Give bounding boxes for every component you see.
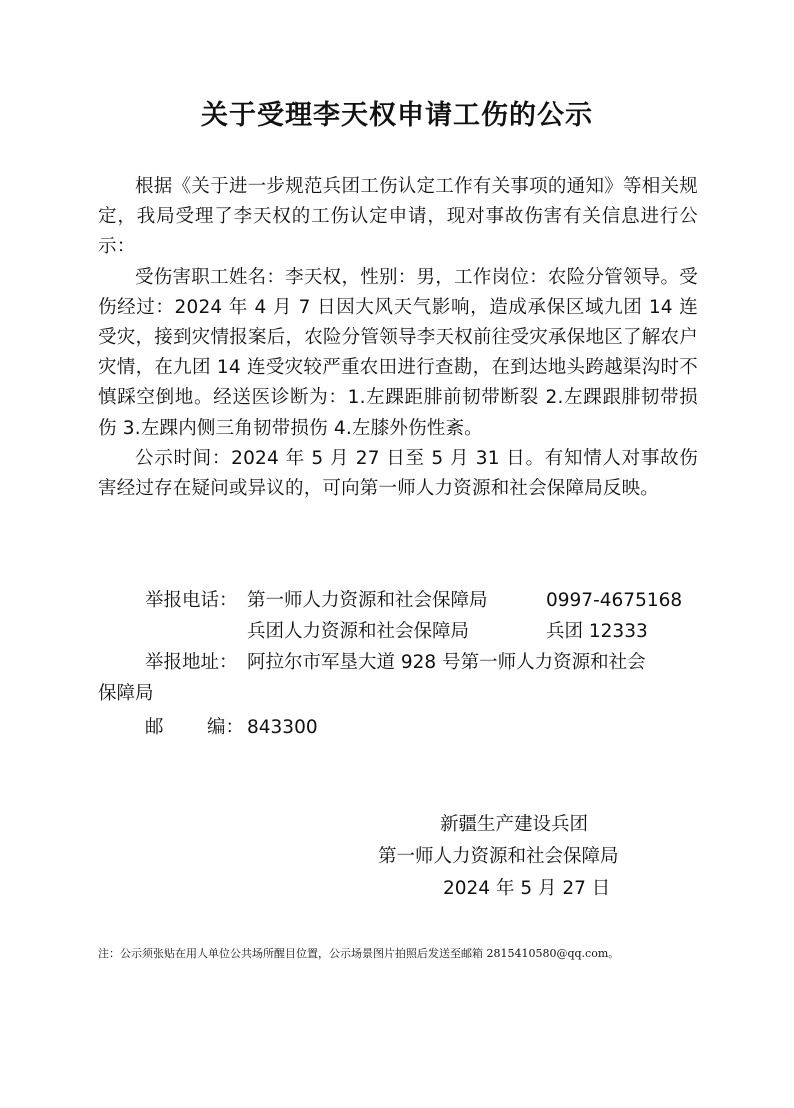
signature-date: 2024 年 5 月 27 日 bbox=[443, 878, 611, 899]
footnote: 注：公示须张贴在用人单位公共场所醒目位置，公示场景图片拍照后发送至邮箱 2815410580@qq.com。 bbox=[98, 947, 620, 960]
postcode-label-char1: 邮 bbox=[145, 717, 164, 738]
report-address-value: 阿拉尔市军垦大道 928 号第一师人力资源和社会 bbox=[247, 652, 646, 673]
paragraph-intro: 根据《关于进一步规范兵团工伤认定工作有关事项的通知》等相关规定，我局受理了李天权的工伤认定申请，现对事故伤害有关信息进行公示： bbox=[98, 176, 698, 258]
report-phone-org-2: 兵团人力资源和社会保障局 bbox=[247, 621, 470, 642]
page-title: 关于受理李天权申请工伤的公示 bbox=[201, 100, 593, 131]
signature-org-2: 第一师人力资源和社会保障局 bbox=[378, 846, 619, 867]
report-phone-number-1: 0997-4675168 bbox=[546, 590, 683, 611]
report-address-value-cont: 保障局 bbox=[98, 683, 154, 704]
notice-body bbox=[98, 172, 698, 504]
report-phone-org-1: 第一师人力资源和社会保障局 bbox=[247, 590, 488, 611]
paragraph-details: 受伤害职工姓名：李天权，性别：男，工作岗位：农险分管领导。受伤经过：2024 年 4 月 7 日因大风天气影响，造成承保区域九团 14 连受灾，接到灾情报案后，农险分管领导李天权前往受灾承保地区了解农户灾情，在九团 14 连受灾较严重农田进行查勘，在到达地头跨越渠沟时不慎踩空倒地。经送医诊断为：1.左踝距腓前韧带断裂 2.左踝跟腓韧带损伤 3.左踝内侧三角韧带损伤 4.左膝外伤性紊。 bbox=[98, 266, 698, 439]
report-phone-number-2: 兵团 12333 bbox=[546, 621, 648, 642]
report-address-label: 举报地址： bbox=[145, 652, 238, 673]
paragraph-period: 公示时间：2024 年 5 月 27 日至 5 月 31 日。有知情人对事故伤害经过存在疑问或异议的，可向第一师人力资源和社会保障局反映。 bbox=[98, 447, 698, 500]
postcode-label-char2: 编： bbox=[207, 717, 245, 738]
postcode-value: 843300 bbox=[247, 717, 318, 738]
signature-org-1: 新疆生产建设兵团 bbox=[440, 814, 589, 835]
report-phone-label: 举报电话： bbox=[145, 590, 238, 611]
